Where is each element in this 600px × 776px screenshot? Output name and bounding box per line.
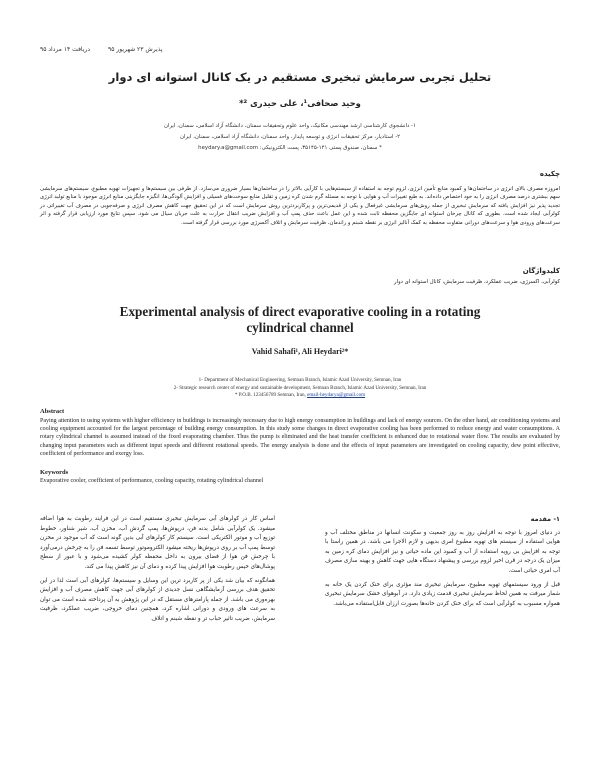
en-affiliation-1: 1- Department of Mechanical Engineering, Semnan Branch, Islamic Azad University, Semnan, Iran: [198, 377, 402, 383]
fa-keywords: کولرآبی، اکسرژی، ضریب عملکرد، ظرفیت سرمایش، کانال استوانه ای دوار: [394, 279, 560, 285]
en-keywords: Evaporative cooler, coefficient of performance, cooling capacity, rotating cylindrical channel: [40, 478, 264, 484]
intro-paragraph-1: در دنیای امروز با توجه به افزایش روز به روز جمعیت و سکونت انسانها در مناطق مختلف آب و هوایی استفاده از سیستم های تهویه مطبوع امری بدیهی و لازم الاجرا می باشد. در همین راستا با توجه به افزایش بی رویه استفاده از آب و کمبود این ماده حیاتی و نیز افزایش دمای کره زمین به میزان یک درجه در قرن اخیر لزوم بررسی و پیشنهاد دستگاه هایی جهت کاهش و بهینه سازی مصرف آب امری حیاتی است.: [325, 529, 560, 574]
body-paragraph-2: همانگونه که بیان شد یکی از پر کاربرد ترین این وسایل و سیستم‌ها، کولرهای آبی است لذا در این تحقیق هدف بررسی آزمایشگاهی نسل جدیدی از کولرهای آبی جهت کاهش مصرف آب و افزایش بهره‌وری می باشد. از جمله پارامترهای مستقل که در این پژوهش به آن پرداخته شده است می توان به سرعت های ورودی و دورانی اشاره کرد، همچنین دمای خروجی، ضریب عملکرد، ظرفیت سرمایش، ضریب تاثیر حباب تر و نقطه شبنم و اتلاف: [40, 577, 275, 622]
en-title: Experimental analysis of direct evaporative cooling in a rotating cylindrical channel: [119, 304, 481, 335]
fa-affiliation-2: ۲- استادیار، مرکز تحقیقات انرژی و توسعه پایدار، واحد سمنان، دانشگاه آزاد اسلامی، سمنان، ایران: [179, 134, 401, 140]
en-affiliation-3: [60, 392, 540, 400]
body-column-left: [40, 515, 275, 625]
en-affiliations: [60, 377, 540, 400]
email-link[interactable]: email-heydarya@gmail.com: [307, 392, 366, 399]
fa-abstract-heading: چکیده: [539, 170, 560, 178]
fa-authors: وحید صحافی¹، علی حیدری ²*: [239, 98, 361, 108]
en-affiliation-2: 2- Strategic research center of energy and sustainable development, Semnan Branch, Islamic Azad University, Semnan, Iran: [173, 384, 427, 391]
fa-affiliation-1: ۱- دانشجوی کارشناسی ارشد مهندسی مکانیک، واحد علوم وتحقیقات سمنان، دانشگاه آزاد اسلامی، سمنان، ایران: [163, 123, 417, 129]
en-address: * P.O.B. 123456789 Semnan, Iran,: [234, 392, 308, 399]
body-paragraph-1: اساس کار در کولرهای آبی سرمایش تبخیری مستقیم است در این فرایند رطوبت به هوا اضافه میشود. یک کولرآبی شامل بدنه فن، درپوش‌ها، پمپ گردش آب، مخزن آب، شیر شناور، خطوط توزیع آب و موتور الکتریکی است. سیستم کار کولرهای آبی بدین گونه است که آب موجود در مخزن توسط پمپ آب بر روی درپوش‌ها ریخته میشود الکتروموتور توسط تسمه فن را به چرخش درمی‌آورد با چرخش فن هوا از فضای بیرون به داخل محفظه کولر کشیده می‌شود و با عبور از سطح پوشال‌های خیس رطوبت هوا افزایش پیدا کرده و دمای آن نیز کاهش پیدا می کند.: [40, 516, 275, 570]
en-abstract: Paying attention to using systems with higher efficiency in buildings is increasingly necessary due to high energy consumption in buildings and lack of energy sources. On the other hand, air conditioning systems and cooling equipment accounted for the largest percentage of building energy consumption. In this study some changes in direct evaporative cooling has been performed to reduce energy and water consumptions. A rotary cylindrical channel is assumed instead of the fixed evaporating chamber. Thus the pump is eliminated and the heat transfer coefficient is enhanced due to rotational water flow. The results are evaluated by changing input parameters such as different input speeds and different rotational speeds. The energy analysis is done and the effects of input parameters are investigated on cooling capacity, dew point effective, coefficient of performance and exergy loss.: [40, 418, 560, 457]
en-abstract-heading: Abstract: [40, 408, 65, 415]
accepted-date: پذیرش ۲۳ شهریور ۹۵: [108, 46, 163, 53]
fa-abstract: امروزه مصرف بالای انرژی در ساختمان‌ها و کمبود منابع تأمین انرژی، لزوم توجه به استفاده از سیستم‌هایی با کارآیی بالاتر را در ساختمان‌ها بسیار ضروری می‌سازد. از طرفی بین سیستم‌ها و تجهیزات تهویه مطبوع، سیستم‌های سرمایشی سهم بیشتری درصد مصرف انرژی را به خود اختصاص داده‌اند. به طبع تغییرات آب و هوایی با توجه به مسئله گرم شدن کره زمین و تقلیل منابع سوخت‌های فسیلی و افزایش آلودگی‌ها، انگیزه جایگزینی منابع انرژی موجود با منابع تولید انرژی تجدید پذیر نیز افزایش یافته که سرمایش تبخیری از جمله روش‌های سرمایشی غیرفعال و یکی از قدیمی‌ترین و پرکاربرد‌ترین روش سرمایش است که در این تحقیق جهت کاهش مصرف انرژی و صرفه‌جویی در مصرف آب تغییراتی در کولرآبی ایجاد شده است. بطوری که کانال چرخان استوانه ای جایگزین محفظه ثابت شده و این عمل باعث حذف پمپ آب و افزایش ضریب انتقال حرارت به علت جریان سیال می شود. سپس نتایج مورد ارزیابی قرار گرفته و اثر سرعت‌های ورودی هوا و سرعت‌های دورانی متفاوت محفظه به کمک آنالیز انرژی بر نقطه شبنم و راندمان، ظرفیت سرمایش و اتلاف آکسرژی مورد بررسی قرار گرفته است.: [40, 186, 560, 226]
intro-paragraph-2: قبل از ورود سیستمهای تهویه مطبوع، سرمایش تبخیری مند مؤثری برای خنک کردن یک خانه به شمار میرفت به همین لحاظ سرمایش تبخیری قدمت زیادی دارد. در آبوهوای خشک سرمایش تبخیری همواره مسبوب به کولرآبی است که برای خنک کردن خانه‌ها بصورت ارزان قابل‌استفاده می‌باشد.: [325, 581, 560, 607]
fa-keywords-heading: کلیدواژگان: [522, 267, 560, 275]
fa-title: تحلیل تجربی سرمایش تبخیری مستقیم در یک کانال استوانه ای دوار: [108, 70, 492, 84]
received-date: دریافت ۱۴ مرداد ۹۵: [40, 46, 90, 53]
fa-affiliation-3: * سمنان، صندوق پستی ۱۴۱-۳۵۱۴۵، پست الکترونیکی: heydary.a@gmail.com: [198, 145, 382, 151]
article-dates: [40, 46, 560, 53]
intro-heading: ۱- مقدمه: [530, 515, 560, 523]
en-authors: Vahid Sahafi¹, Ali Heydari²*: [251, 347, 349, 356]
body-column-right: [325, 515, 560, 609]
en-keywords-heading: Keywords: [40, 469, 69, 476]
